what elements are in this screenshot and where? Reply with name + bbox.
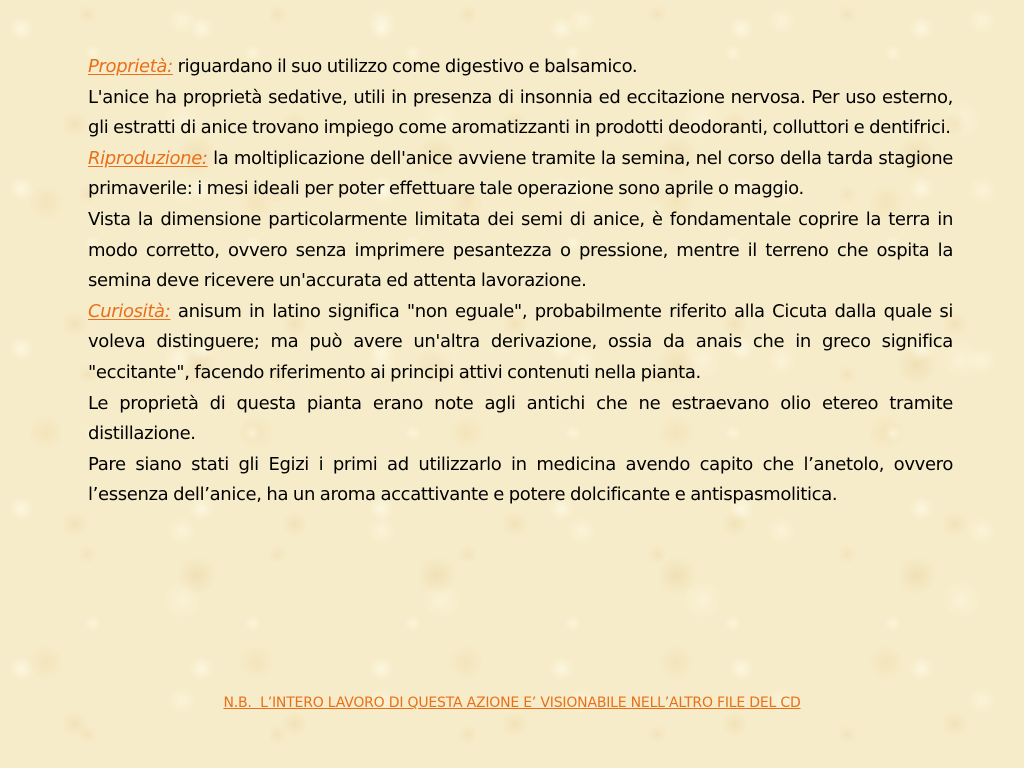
text-properties: riguardano il suo utilizzo come digestivo e balsamico. [172, 56, 638, 77]
text-curiosity: anisum in latino significa "non eguale", probabilmente riferito alla Cicuta dalla quale si voleva distinguere; ma può avere un'altra derivazione, ossia da anais che in greco significa "eccitante", facendo riferimento ai principi attivi contenuti nella pianta. [88, 300, 953, 383]
footer-note [0, 695, 1024, 711]
paragraph-egyptians: Pare siano stati gli Egizi i primi ad utilizzarlo in medicina avendo capito che l’anetolo, ovvero l’essenza dell’anice, ha un aroma accattivante e potere dolcificante e antispasmolitica. [88, 453, 953, 506]
footer-prefix: N.B. [223, 695, 252, 711]
paragraph-properties [88, 52, 953, 83]
slide-body [88, 52, 953, 511]
label-curiosity: Curiosità: [88, 300, 171, 322]
paragraph-seeds: Vista la dimensione particolarmente limitata dei semi di anice, è fondamentale coprire la terra in modo corretto, ovvero senza imprimere pesantezza o pressione, mentre il terreno che ospita la semina deve ricevere un'accurata ed attenta lavorazione. [88, 208, 953, 292]
label-reproduction: Riproduzione: [88, 147, 208, 169]
footer-text: L’INTERO LAVORO DI QUESTA AZIONE E’ VISIONABILE NELL’ALTRO FILE DEL CD [260, 695, 801, 711]
text-reproduction: la moltiplicazione dell'anice avviene tramite la semina, nel corso della tarda stagione primaverile: i mesi ideali per poter effettuare tale operazione sono aprile o maggio. [88, 147, 953, 200]
label-properties: Proprietà: [88, 56, 173, 77]
paragraph-reproduction [88, 144, 953, 205]
paragraph-sedative: L'anice ha proprietà sedative, utili in presenza di insonnia ed eccitazione nervosa. Per uso esterno, gli estratti di anice trovano impiego come aromatizzanti in prodotti deodoranti, colluttori e dentifrici. [88, 86, 953, 139]
paragraph-ancients: Le proprietà di questa pianta erano note agli antichi che ne estraevano olio etereo tramite distillazione. [88, 392, 953, 445]
paragraph-curiosity [88, 297, 953, 389]
